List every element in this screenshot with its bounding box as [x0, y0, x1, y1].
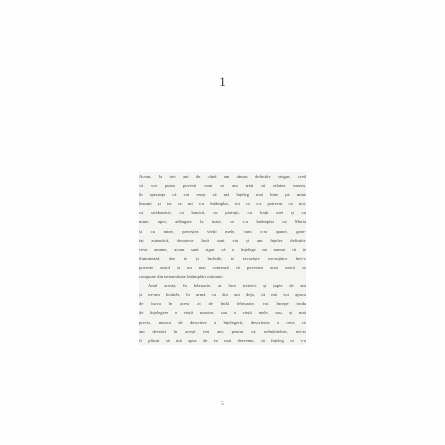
text-line: poveste unică și nu mai contează că povestea acea unică se — [139, 264, 306, 270]
text-line: de înțelegere a vieții noastre, sau a vieții mele, sau, și mai — [139, 310, 306, 316]
text-line: am devenit în acești trei ani, pentru că, neîndoielnic, mi-ar — [139, 328, 306, 334]
text-line: însumi și tot ce mi s-a întâmplat, tot ce s-a petrecut cu noi, — [139, 201, 306, 207]
text-line: cu străbunicii, cu bunicii, cu părinții, cu frații mei și cu — [139, 210, 306, 216]
text-line: mine, apoi, adăugate la toate, ce s-a întâmplat cu Maria — [139, 219, 306, 225]
page-number: 5 — [221, 402, 224, 407]
text-line: și cu mine, poveștea vieții mele, cum s-ar spune, gran- — [139, 228, 306, 234]
body-text — [139, 172, 306, 345]
text-line: ceva anume, acum sunt sigur că o înțelege nu numai că te — [139, 246, 306, 252]
chapter-number: 1 — [219, 74, 226, 89]
text-line: de lucru în acest zi de întâi februarie, voi începe truda — [139, 301, 306, 307]
text-line: fi plăcut să mă apuc de ea mai devreme, să înțeleg ce s-a — [139, 337, 306, 343]
text-line: Acum, la trei ani de când am rămas definitiv singur, cred — [139, 174, 306, 179]
text-line: și ne-am hotărât, în urmă cu doi ani deja, că mă voi apuca — [139, 292, 306, 298]
text-line: în speranța că voi reuși să mă înțeleg mai bine pe mine — [139, 192, 306, 198]
text-line: iluminează, dar te și închide, te izvorăște necruțător într-o — [139, 255, 306, 261]
text-line: compune din nenumărate întâmplări mărunte. — [139, 274, 224, 280]
text-line: Anul acesta, în februarie, ar face treizeci și șapte de ani — [148, 283, 306, 289]
text-line: precis, munca de descriere a înțelegerii, descrierea a ceea ce — [139, 319, 306, 325]
text-line: că voi putea povesti cum ce am trăit să relatez mereu, — [139, 183, 306, 189]
text-line: tat autentică, deoarece încă sunt viu și am înțeles definitiv — [139, 237, 306, 243]
